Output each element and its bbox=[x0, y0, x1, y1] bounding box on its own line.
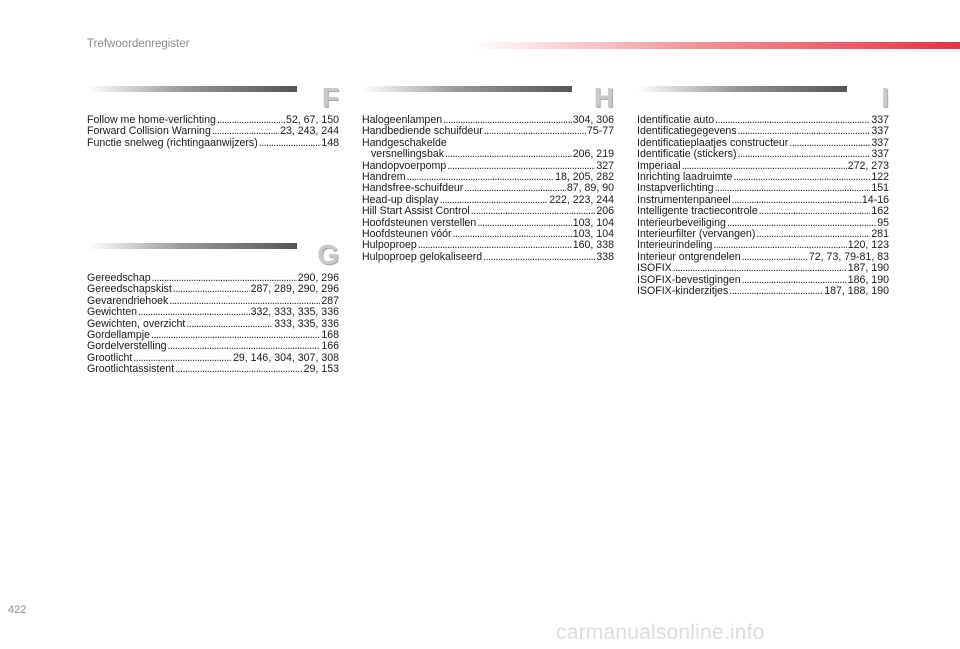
index-term: Gevarendriehoek bbox=[87, 294, 169, 307]
dot-leader bbox=[453, 229, 572, 240]
index-entry bbox=[637, 286, 889, 297]
index-term: ISOFIX-kinderzitjes bbox=[637, 285, 729, 298]
index-pages: 103, 104 bbox=[572, 228, 614, 241]
index-term: Functie snelweg (richtingaanwijzers) bbox=[87, 136, 258, 149]
index-entry bbox=[362, 206, 614, 217]
index-list-f bbox=[87, 115, 339, 149]
section-divider bbox=[362, 86, 572, 92]
index-pages: 281 bbox=[871, 228, 889, 241]
index-term: Gordellampje bbox=[87, 329, 151, 342]
dot-leader bbox=[715, 183, 871, 194]
index-pages: 332, 333, 335, 336 bbox=[250, 306, 339, 319]
dot-leader bbox=[742, 252, 808, 263]
dot-leader bbox=[259, 138, 321, 149]
index-term: Handsfree-schuifdeur bbox=[362, 182, 464, 195]
index-pages: 272, 273 bbox=[847, 159, 889, 172]
index-term: Identificatie (stickers) bbox=[637, 148, 737, 161]
index-entry bbox=[87, 307, 339, 318]
page-number: 422 bbox=[8, 604, 27, 616]
index-term: Head-up display bbox=[362, 193, 439, 206]
dot-leader bbox=[133, 353, 232, 364]
index-term: Follow me home-verlichting bbox=[87, 114, 216, 126]
index-list-h bbox=[362, 115, 614, 263]
index-term: Gereedschap bbox=[87, 272, 151, 284]
index-term: Interieurindeling bbox=[637, 239, 713, 252]
index-entry bbox=[637, 206, 889, 217]
index-term: versnellingsbak bbox=[371, 148, 445, 161]
dot-leader bbox=[729, 286, 823, 297]
dot-leader bbox=[443, 115, 572, 126]
index-term: Interieur ontgrendelen bbox=[637, 250, 741, 263]
index-pages: 120, 123 bbox=[847, 239, 889, 252]
index-list-i bbox=[637, 115, 889, 298]
index-pages: 95 bbox=[877, 216, 889, 229]
index-term: Gewichten, overzicht bbox=[87, 317, 186, 330]
watermark-text: carmanualsonline.info bbox=[556, 621, 765, 644]
index-pages: 14-16 bbox=[861, 193, 889, 206]
index-pages: 337 bbox=[871, 114, 889, 126]
section-letter-f: F bbox=[321, 82, 339, 113]
index-pages: 290, 296 bbox=[297, 272, 339, 284]
index-pages: 23, 243, 244 bbox=[280, 125, 339, 138]
index-term: Forward Collision Warning bbox=[87, 125, 211, 138]
index-pages: 162 bbox=[871, 205, 889, 218]
index-pages: 87, 89, 90 bbox=[566, 182, 614, 195]
index-pages: 287 bbox=[321, 294, 339, 307]
section-letter-g: G bbox=[317, 239, 339, 270]
index-pages: 29, 146, 304, 307, 308 bbox=[232, 351, 339, 364]
dot-leader bbox=[212, 126, 279, 137]
index-pages: 222, 223, 244 bbox=[549, 193, 614, 206]
index-term: Hulpoproep bbox=[362, 239, 417, 252]
dot-leader bbox=[713, 240, 846, 251]
index-entry bbox=[87, 138, 339, 149]
index-pages: 186, 190 bbox=[847, 273, 889, 286]
index-entry bbox=[362, 149, 614, 160]
index-pages: 148 bbox=[321, 136, 339, 149]
index-term: Hill Start Assist Control bbox=[362, 205, 470, 218]
dot-leader bbox=[445, 149, 572, 160]
index-pages: 304, 306 bbox=[572, 114, 614, 126]
index-term: Identificatieplaatjes constructeur bbox=[637, 136, 789, 149]
dot-leader bbox=[483, 252, 595, 263]
index-term: Interieurfilter (vervangen) bbox=[637, 228, 756, 241]
dot-leader bbox=[682, 161, 847, 172]
dot-leader bbox=[448, 138, 613, 149]
index-term: Imperiaal bbox=[637, 159, 681, 172]
dot-leader bbox=[738, 149, 871, 160]
index-pages: 29, 153 bbox=[303, 363, 339, 376]
index-term: Handgeschakelde bbox=[362, 136, 447, 149]
dot-leader bbox=[407, 172, 555, 183]
section-header-h bbox=[362, 82, 614, 113]
index-pages: 206 bbox=[596, 205, 614, 218]
dot-leader bbox=[715, 115, 870, 126]
dot-leader bbox=[151, 330, 320, 341]
index-term: Instrumentenpaneel bbox=[637, 193, 731, 206]
dot-leader bbox=[186, 319, 273, 330]
index-pages: 103, 104 bbox=[572, 216, 614, 229]
dot-leader bbox=[152, 273, 297, 284]
dot-leader bbox=[756, 229, 870, 240]
dot-leader bbox=[789, 138, 870, 149]
index-term: Handbediende schuifdeur bbox=[362, 125, 483, 138]
dot-leader bbox=[447, 161, 595, 172]
dot-leader bbox=[759, 206, 871, 217]
dot-leader bbox=[673, 263, 847, 274]
index-pages: 187, 188, 190 bbox=[824, 285, 889, 298]
index-pages: 187, 190 bbox=[847, 262, 889, 275]
page-header-title: Trefwoordenregister bbox=[87, 38, 190, 50]
dot-leader bbox=[418, 240, 572, 251]
dot-leader bbox=[169, 296, 320, 307]
index-term: Identificatie auto bbox=[637, 114, 715, 126]
index-entry bbox=[362, 252, 614, 263]
index-term: Interieurbeveiliging bbox=[637, 216, 726, 229]
dot-leader bbox=[742, 275, 847, 286]
index-pages: 206, 219 bbox=[572, 148, 614, 161]
index-term: Hoofdsteunen verstellen bbox=[362, 216, 477, 229]
dot-leader bbox=[484, 126, 586, 137]
index-pages: 333, 335, 336 bbox=[274, 317, 339, 330]
index-term: Gordelverstelling bbox=[87, 340, 167, 353]
section-header-f bbox=[87, 82, 339, 113]
index-pages: 72, 73, 79-81, 83 bbox=[808, 250, 889, 263]
index-pages: 160, 338 bbox=[572, 239, 614, 252]
index-term: Inrichting laadruimte bbox=[637, 171, 733, 184]
dot-leader bbox=[175, 364, 303, 375]
index-pages: 327 bbox=[596, 159, 614, 172]
index-term: Instapverlichting bbox=[637, 182, 714, 195]
index-term: Identificatiegegevens bbox=[637, 125, 737, 138]
index-term: Intelligente tractiecontrole bbox=[637, 205, 758, 218]
index-term: Handrem bbox=[362, 171, 406, 184]
index-term: Handopvoerpomp bbox=[362, 159, 447, 172]
index-term: ISOFIX bbox=[637, 262, 672, 275]
section-header-i bbox=[637, 82, 889, 113]
dot-leader bbox=[727, 218, 876, 229]
index-term: Grootlichtassistent bbox=[87, 363, 175, 376]
section-letter-i: I bbox=[881, 82, 889, 113]
index-term: Gewichten bbox=[87, 306, 138, 319]
index-term: Hulpoproep gelokaliseerd bbox=[362, 250, 483, 263]
dot-leader bbox=[217, 115, 285, 126]
index-term: ISOFIX-bevestigingen bbox=[637, 273, 741, 286]
index-term: Hoofdsteunen vóór bbox=[362, 228, 452, 241]
index-pages: 75-77 bbox=[586, 125, 614, 138]
section-divider bbox=[87, 86, 297, 92]
index-pages: 122 bbox=[871, 171, 889, 184]
dot-leader bbox=[173, 284, 250, 295]
index-pages: 52, 67, 150 bbox=[285, 114, 339, 126]
section-divider bbox=[637, 86, 847, 92]
dot-leader bbox=[464, 183, 566, 194]
dot-leader bbox=[477, 218, 571, 229]
dot-leader bbox=[138, 307, 250, 318]
section-letter-h: H bbox=[593, 82, 614, 113]
index-pages: 337 bbox=[871, 125, 889, 138]
section-header-g bbox=[87, 239, 339, 270]
index-pages: 166 bbox=[321, 340, 339, 353]
index-pages: 337 bbox=[871, 148, 889, 161]
dot-leader bbox=[738, 126, 871, 137]
index-term: Halogeenlampen bbox=[362, 114, 443, 126]
section-divider bbox=[87, 243, 297, 249]
dot-leader bbox=[471, 206, 596, 217]
index-term: Gereedschapskist bbox=[87, 283, 172, 296]
index-pages: 338 bbox=[596, 250, 614, 263]
header-accent-bar bbox=[470, 42, 960, 49]
index-term: Grootlicht bbox=[87, 351, 133, 364]
index-pages: 18, 205, 282 bbox=[555, 171, 614, 184]
index-list-g bbox=[87, 273, 339, 376]
dot-leader bbox=[732, 195, 861, 206]
dot-leader bbox=[168, 341, 321, 352]
index-pages: 337 bbox=[871, 136, 889, 149]
dot-leader bbox=[440, 195, 549, 206]
index-entry bbox=[87, 364, 339, 375]
index-entry bbox=[637, 263, 889, 274]
index-pages: 168 bbox=[321, 329, 339, 342]
index-pages: 287, 289, 290, 296 bbox=[250, 283, 339, 296]
dot-leader bbox=[733, 172, 870, 183]
index-pages: 151 bbox=[871, 182, 889, 195]
index-entry bbox=[637, 149, 889, 160]
